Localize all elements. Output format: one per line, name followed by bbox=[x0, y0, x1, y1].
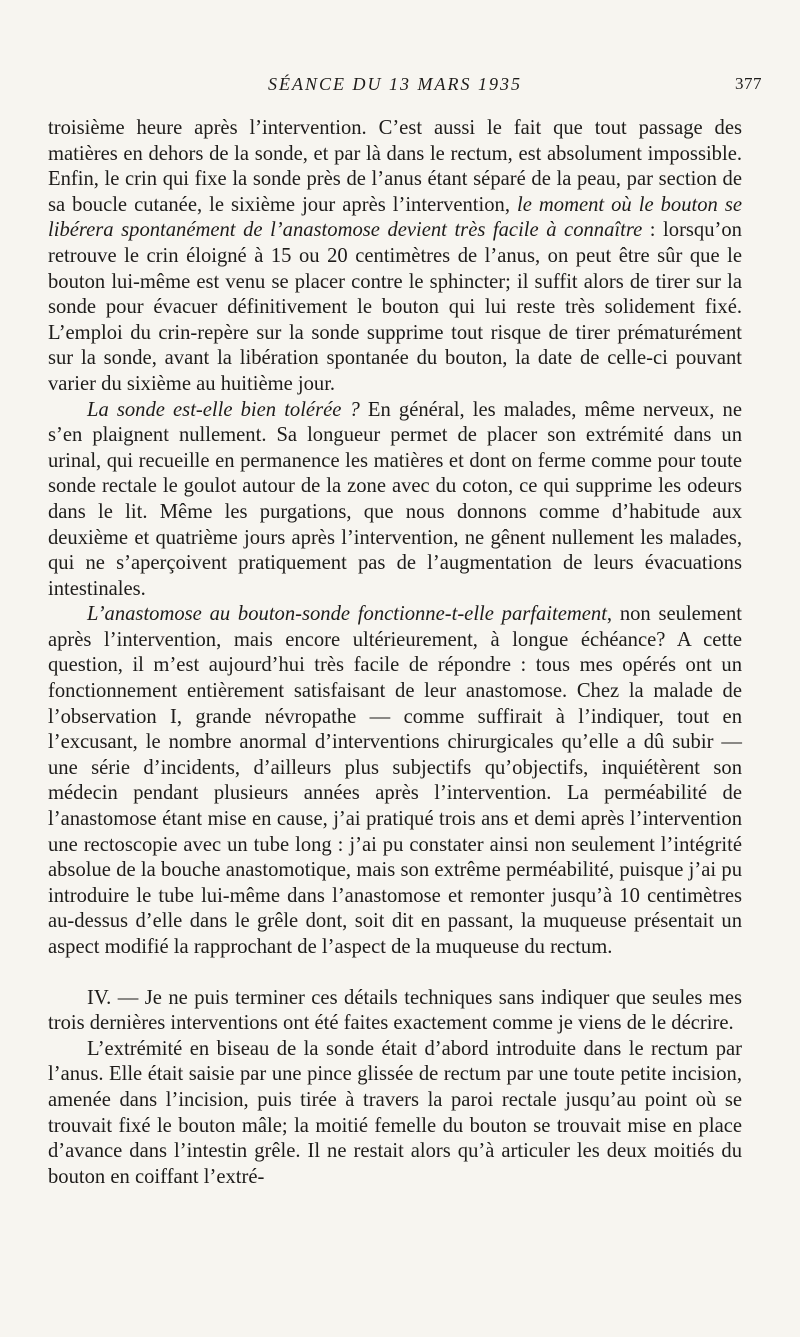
page-number: 377 bbox=[735, 74, 762, 93]
paragraph-2 bbox=[48, 398, 742, 603]
paragraph-3-italic-question: L’anastomose au bouton-sonde fonctionne-t-elle parfaitement bbox=[87, 603, 607, 626]
paragraph-4-section-iv bbox=[48, 986, 742, 1037]
paragraph-1-text-1: troisième heure après l’intervention. C’est aussi le fait que tout passage des matières en dehors de la sonde, et par là dans le rectum, est absolument impossible. Enfin, le crin qui fixe la sonde près de l’anus étant séparé de la peau, par section de sa boucle cutanée, le sixième jour après l’intervention, bbox=[48, 117, 742, 216]
paragraph-4-text: IV. — Je ne puis terminer ces détails techniques sans indiquer que seules mes trois dernières interventions ont été faites exactement comme je viens de le décrire. bbox=[48, 986, 742, 1035]
paragraph-2-italic-question: La sonde est-elle bien tolérée ? bbox=[87, 398, 360, 421]
paragraph-5-text: L’extrémité en biseau de la sonde était d’abord introduite dans le rectum par l’anus. Elle était saisie par une pince glissée de rectum par une toute petite incision, amenée dans l’incision, puis tirée à travers la paroi rectale jusqu’au point où se trouvait fixé le bouton mâle; la moitié femelle du bouton se trouvait mise en place d’avance dans l’intestin grêle. Il ne restait alors qu’à articuler les deux moitiés du bouton en coiffant l’extré- bbox=[48, 1037, 742, 1188]
paragraph-3 bbox=[48, 602, 742, 960]
paragraph-1-text-2: : lorsqu’on retrouve le crin éloigné à 15 ou 20 centimètres de l’anus, on peut être sûr que le bouton lui-même est venu se placer contre le sphincter; il suffit alors de tirer sur la sonde pour évacuer définitivement le bouton qui lui reste très solidement fixé. L’emploi du crin-repère sur la sonde supprime tout risque de tirer prématurément sur la sonde, avant la libération spontanée du bouton, la date de celle-ci pouvant varier du sixième au huitième jour. bbox=[48, 219, 742, 395]
paragraph-1 bbox=[48, 116, 742, 398]
paragraph-2-text: En général, les malades, même nerveux, ne s’en plaignent nullement. Sa longueur permet de placer son extrémité dans un urinal, qui recueille en permanence les matières et dont on ferme comme pour toute sonde rectale le goulot autour de la zone avec du coton, ce qui supprime les odeurs dans le lit. Même les purgations, que nous donnons comme d’habitude aux deuxième et quatrième jours après l’intervention, ne gênent nullement les malades, qui ne s’aperçoivent pratiquement pas de l’augmentation de leurs évacuations intestinales. bbox=[48, 398, 742, 600]
body-text bbox=[48, 116, 742, 1190]
paragraph-3-text: , non seulement après l’intervention, mais encore ultérieurement, à longue échéance? A cette question, il m’est aujourd’hui très facile de répondre : tous mes opérés ont un fonctionnement entièrement satisfaisant de leur anastomose. Chez la malade de l’observation I, grande névropathe — comme suffirait à l’indiquer, tout en l’excusant, le nombre anormal d’interventions chirurgicales qu’elle a dû subir — une série d’incidents, d’ailleurs plus subjectifs qu’objectifs, inquiétèrent son médecin pendant plusieurs années après l’intervention. La perméabilité de l’anastomose étant mise en cause, j’ai pratiqué trois ans et demi après l’intervention une rectoscopie avec un tube long : j’ai pu constater ainsi non seulement l’intégrité absolue de la bouche anastomotique, mais son extrême perméabilité, puisque j’ai pu introduire le tube lui-même dans l’anastomose et remonter jusqu’à 10 centimètres au-dessus d’elle dans le grêle dont, soit dit en passant, la muqueuse présentait un aspect modifié la rapprochant de l’aspect de la muqueuse du rectum. bbox=[48, 603, 742, 958]
running-title: SÉANCE DU 13 MARS 1935 bbox=[268, 74, 522, 94]
running-header bbox=[48, 74, 762, 102]
paragraph-5 bbox=[48, 1037, 742, 1191]
paragraph-1-italic-phrase: le moment où le bouton se libérera spontanément de l’anastomose devient très facile à connaître bbox=[48, 193, 742, 242]
